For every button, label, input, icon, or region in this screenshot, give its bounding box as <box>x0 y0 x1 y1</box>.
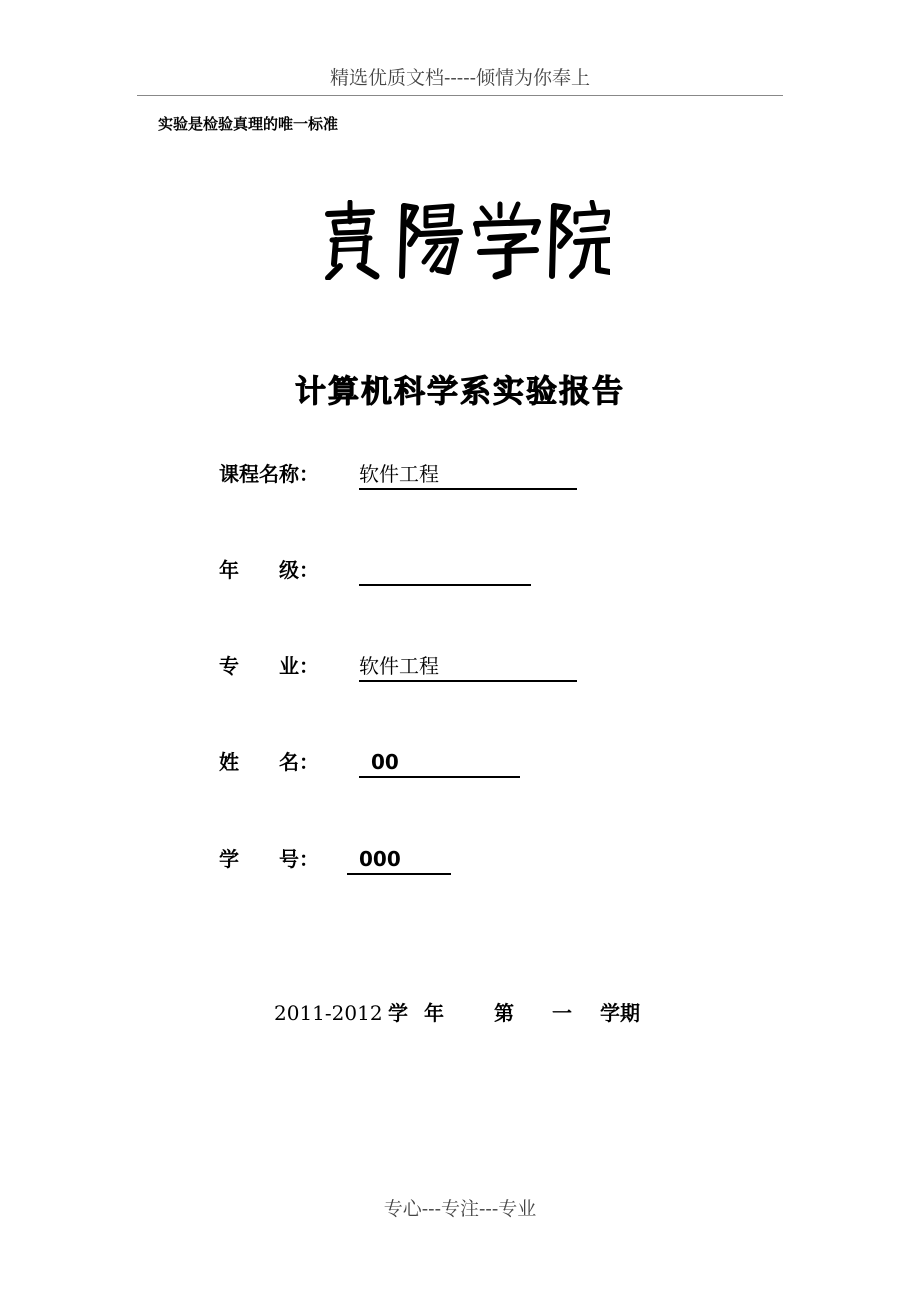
page-footer: 专心---专注---专业 <box>383 1198 537 1220</box>
term-di: 第 <box>494 1001 514 1025</box>
term-yi: 一 <box>552 1001 572 1025</box>
name-value <box>359 746 520 778</box>
calligraphy-logo-icon <box>320 200 610 280</box>
term-nian: 年 <box>424 1001 444 1025</box>
name-label: 姓 名： <box>219 750 319 774</box>
course-value <box>359 458 577 490</box>
term-xue: 学 <box>388 1001 408 1025</box>
page-header: 精选优质文档-----倾情为你奉上 <box>329 67 591 89</box>
student-id-value-text: 000 <box>359 847 401 871</box>
student-id-label: 学 号： <box>219 847 319 871</box>
grade-label: 年 级： <box>219 558 319 582</box>
report-title: 计算机科学系实验报告 <box>295 374 625 410</box>
major-label: 专 业： <box>219 654 319 678</box>
course-value-text: 软件工程 <box>359 462 439 486</box>
course-label: 课程名称： <box>219 462 319 486</box>
header-divider <box>137 95 783 96</box>
student-id-value <box>347 843 451 875</box>
name-value-text: 00 <box>371 750 399 774</box>
motto-text: 实验是检验真理的唯一标准 <box>158 115 339 133</box>
term-xueqi: 学期 <box>600 1001 640 1025</box>
term-years: 2011-2012 <box>274 1001 383 1025</box>
major-value <box>359 650 577 682</box>
major-value-text: 软件工程 <box>359 654 439 678</box>
grade-value <box>359 554 531 586</box>
